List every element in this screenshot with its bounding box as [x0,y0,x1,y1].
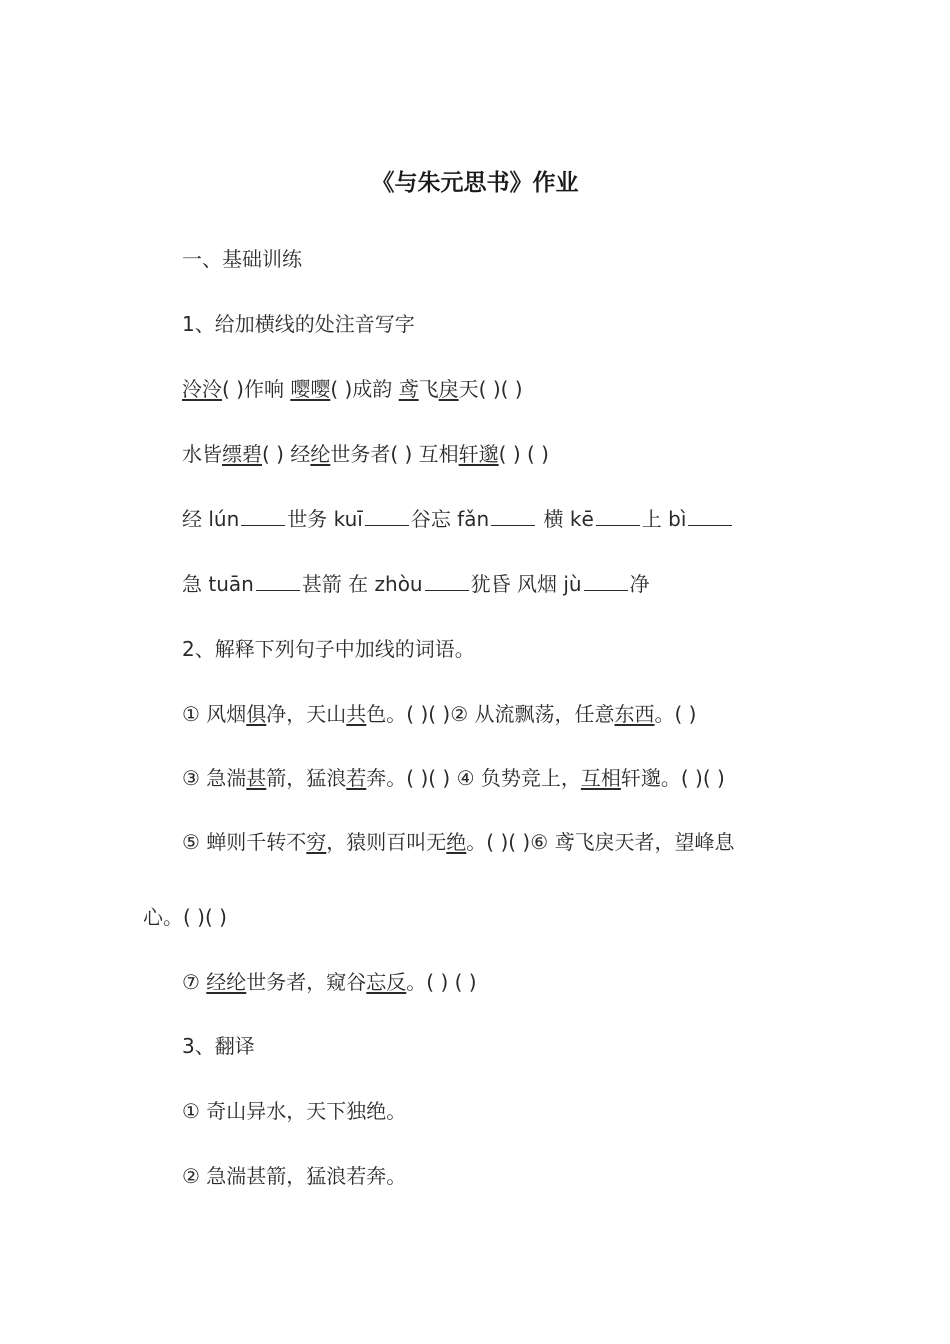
q1-line-3: 经 lún 世务 kuī 谷忘 fǎn 横 kē 上 bì [182,505,734,533]
underlined-word: 绝 [446,830,467,854]
underlined-word: 俱 [246,702,267,726]
question-3-heading: 3、翻译 [182,1034,255,1058]
fill-blank[interactable] [241,505,285,526]
underlined-word: 互相 [580,766,621,790]
q3-line-1: ① 奇山异水，天下独绝。 [182,1099,407,1123]
underlined-word: 轩邈 [458,442,499,466]
fill-blank[interactable] [688,505,732,526]
underlined-word: 穷 [306,830,327,854]
q2-line-3: ⑤ 蝉则千转不穷，猿则百叫无绝。( )( )⑥ 鸢飞戾天者，望峰息 [182,830,735,854]
fill-blank[interactable] [596,505,640,526]
fill-blank[interactable] [491,505,535,526]
fill-blank[interactable] [256,570,300,591]
q2-line-3-continued: 心。( )( ) [143,905,227,929]
q1-line-2: 水皆缥碧( ) 经纶世务者( ) 互相轩邈( ) ( ) [182,442,549,466]
fill-blank[interactable] [365,505,409,526]
question-1-heading: 1、给加横线的处注音写字 [182,312,415,336]
underlined-word: 东西 [614,702,655,726]
q2-line-2: ③ 急湍甚箭，猛浪若奔。( )( ) ④ 负势竞上，互相轩邈。( )( ) [182,766,725,790]
section-heading-basic: 一、基础训练 [182,247,302,271]
underlined-word: 共 [346,702,367,726]
underlined-word: 嘤嘤 [290,377,331,401]
q3-line-2: ② 急湍甚箭，猛浪若奔。 [182,1164,407,1188]
underlined-word: 戾 [438,377,459,401]
fill-blank[interactable] [425,570,469,591]
fill-blank[interactable] [584,570,628,591]
underlined-word: 缥碧 [222,442,262,466]
page-title: 《与朱元思书》作业 [371,170,579,196]
q1-line-4: 急 tuān 甚箭 在 zhòu 犹昏 风烟 jù 净 [182,572,650,596]
q2-line-4: ⑦ 经纶世务者，窥谷忘反。( ) ( ) [182,970,477,994]
underlined-word: 泠泠 [182,377,222,401]
underlined-word: 纶 [310,442,331,466]
underlined-word: 甚 [246,766,267,790]
q2-line-1: ① 风烟俱净，天山共色。( )( )② 从流飘荡，任意东西。( ) [182,702,697,726]
q1-line-1: 泠泠( )作响 嘤嘤( )成韵 鸢飞戾天( )( ) [182,377,523,401]
underlined-word: 若 [346,766,367,790]
question-2-heading: 2、解释下列句子中加线的词语。 [182,637,475,661]
underlined-word: 鸢 [398,377,419,401]
underlined-word: 忘反 [366,970,407,994]
underlined-word: 经纶 [206,970,247,994]
